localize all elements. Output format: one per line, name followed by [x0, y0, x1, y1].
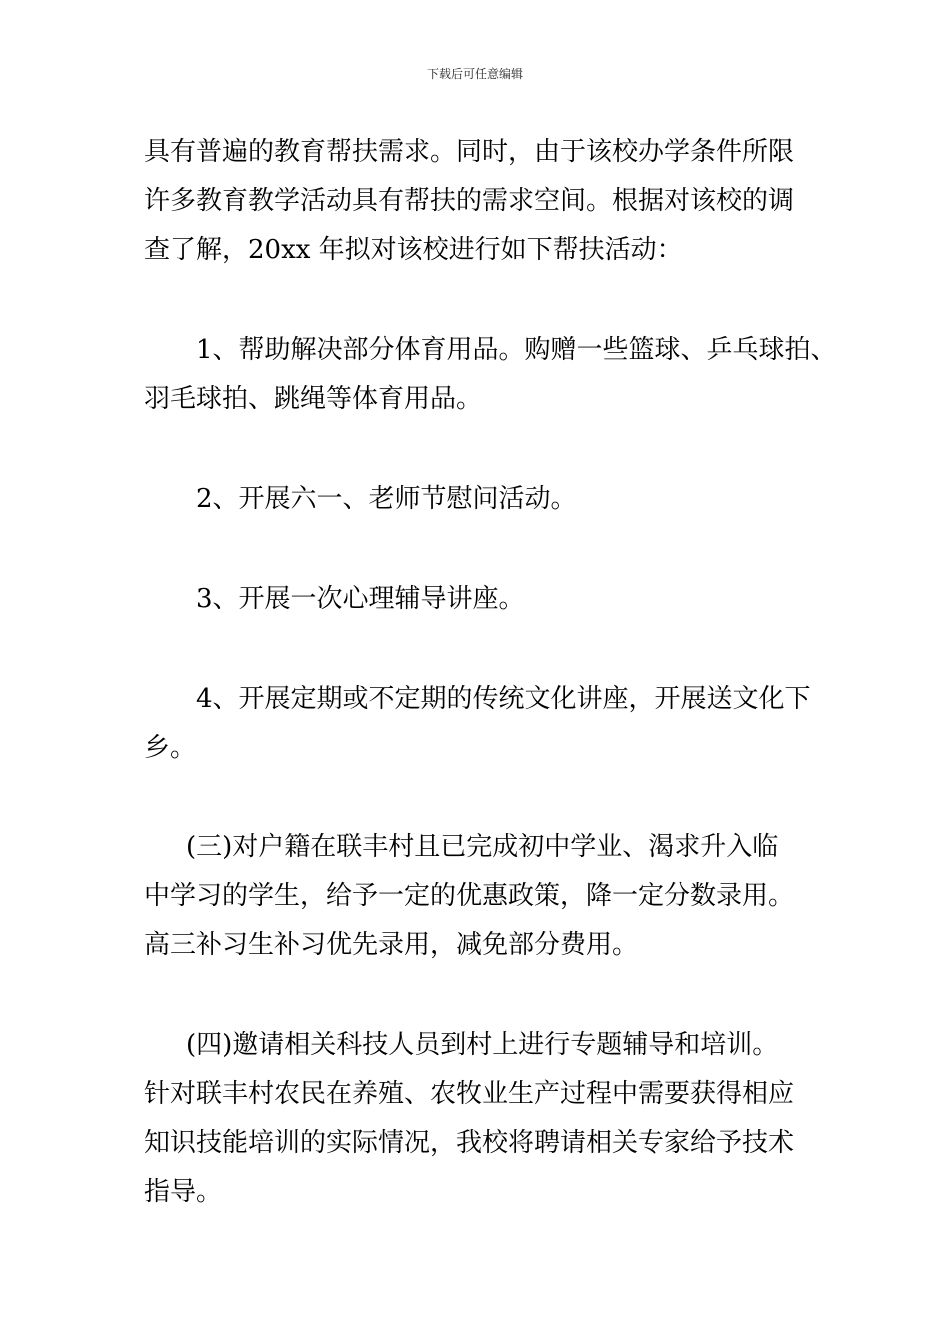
section-3-line-3: 高三补习生补习优先录用，减免部分费用。 [144, 930, 639, 960]
intro-line-3: 查了解，20xx 年拟对该校进行如下帮扶活动： [144, 235, 683, 265]
intro-line-1: 具有普遍的教育帮扶需求。同时，由于该校办学条件所限 [144, 137, 795, 167]
item-1-line-2: 羽毛球拍、跳绳等体育用品。 [144, 384, 483, 414]
item-2-line-1: 2、开展六一、老师节慰问活动。 [196, 484, 577, 514]
header-note: 下载后可任意编辑 [426, 67, 523, 81]
section-4-line-4: 指导。 [144, 1177, 223, 1207]
section-3-line-1: (三)对户籍在联丰村且已完成初中学业、渴求升入临 [186, 832, 779, 862]
intro-line-2: 许多教育教学活动具有帮扶的需求空间。根据对该校的调 [144, 186, 795, 216]
item-3-line-1: 3、开展一次心理辅导讲座。 [196, 584, 525, 614]
item-1-line-1: 1、帮助解决部分体育用品。购赠一些篮球、乒乓球拍、 [196, 335, 837, 365]
item-4-line-1: 4、开展定期或不定期的传统文化讲座，开展送文化下 [196, 684, 811, 714]
section-3-line-2: 中学习的学生，给予一定的优惠政策，降一定分数录用。 [144, 881, 795, 911]
section-4-line-1: (四)邀请相关科技人员到村上进行专题辅导和培训。 [186, 1030, 779, 1060]
section-4-line-3: 知识技能培训的实际情况，我校将聘请相关专家给予技术 [144, 1128, 795, 1158]
item-4-line-2: 乡。 [144, 733, 197, 763]
section-4-line-2: 针对联丰村农民在养殖、农牧业生产过程中需要获得相应 [144, 1079, 795, 1109]
